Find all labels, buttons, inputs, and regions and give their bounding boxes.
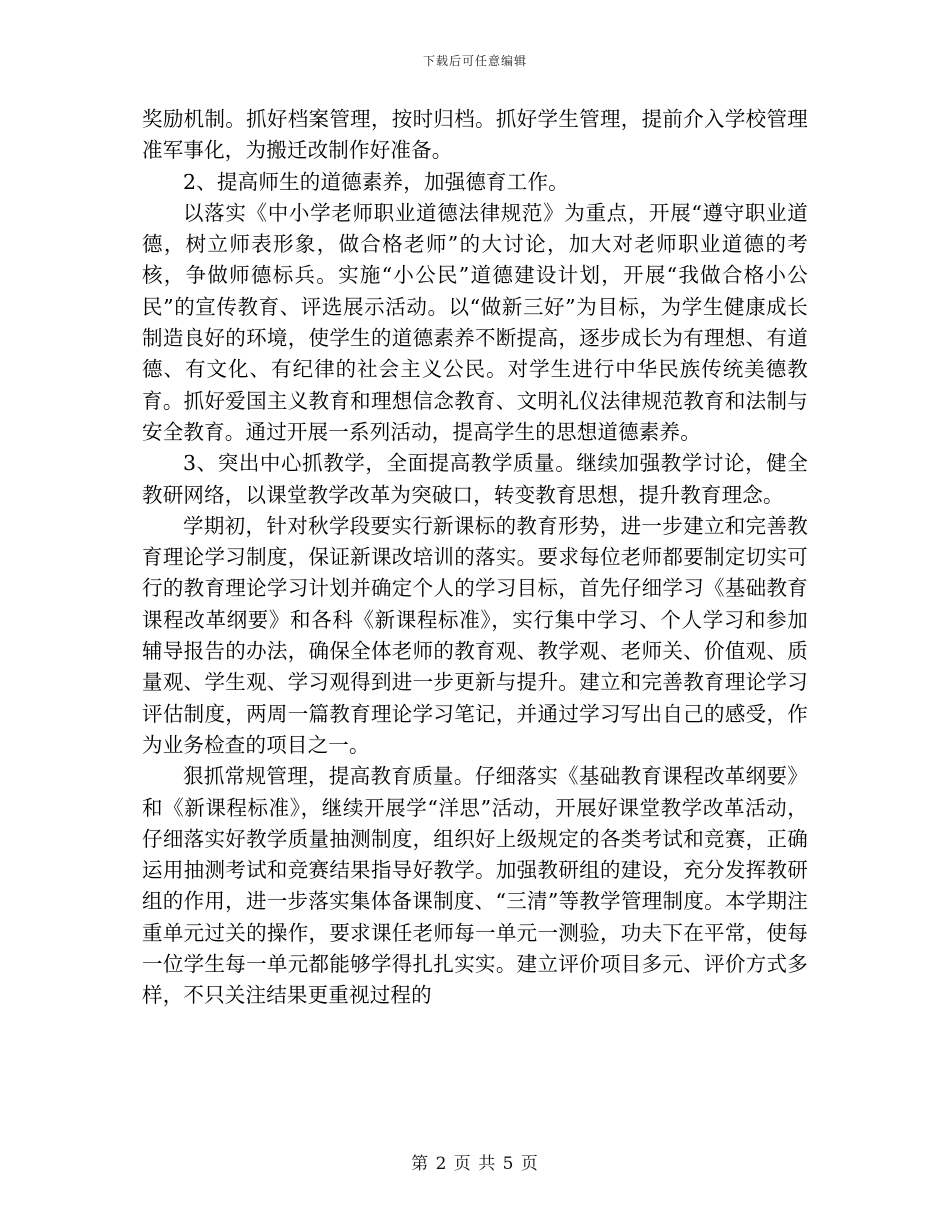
paragraph-continued: 奖励机制。抓好档案管理，按时归档。抓好学生管理，提前介入学校管理准军事化，为搬迁改制作好准备。 xyxy=(142,107,808,163)
section-heading-2: 2、提高师生的道德素养，加强德育工作。 xyxy=(183,169,569,194)
page-number: 第 2 页 共 5 页 xyxy=(411,1154,539,1174)
paragraph-routine-management: 狠抓常规管理，提高教育质量。仔细落实《基础教育课程改革纲要》和《新课程标准》，继续开展学“洋思”活动，开展好课堂教学改革活动，仔细落实好教学质量抽测制度，组织好上级规定的各类考试和竞赛，正确运用抽测考试和竞赛结果指导好教学。加强教研组的建设，充分发挥教研组的作用，进一步落实集体备课制度、“三清”等教学管理制度。本学期注重单元过关的操作，要求课任老师每一单元一测验，功夫下在平常，使每一位学生每一单元都能够学得扎扎实实。建立评价项目多元、评价方式多样，不只关注结果更重视过程的 xyxy=(142,764,808,1008)
document-body xyxy=(142,104,808,1012)
paragraph-moral-education: 以落实《中小学老师职业道德法律规范》为重点，开展“遵守职业道德，树立师表形象，做合格老师”的大讨论，加大对老师职业道德的考核，争做师德标兵。实施“小公民”道德建设计划，开展“我做合格小公民”的宣传教育、评选展示活动。以“做新三好”为目标，为学生健康成长制造良好的环境，使学生的道德素养不断提高，逐步成长为有理想、有道德、有文化、有纪律的社会主义公民。对学生进行中华民族传统美德教育。抓好爱国主义教育和理想信念教育、文明礼仪法律规范教育和法制与安全教育。通过开展一系列活动，提高学生的思想道德素养。 xyxy=(142,200,808,444)
section-heading-3: 3、突出中心抓教学，全面提高教学质量。继续加强教学讨论，健全教研网络，以课堂教学改革为突破口，转变教育思想，提升教育理念。 xyxy=(142,451,808,507)
page-header-note: 下载后可任意编辑 xyxy=(422,54,527,68)
paragraph-theory-study: 学期初，针对秋学段要实行新课标的教育形势，进一步建立和完善教育理论学习制度，保证新课改培训的落实。要求每位老师都要制定切实可行的教育理论学习计划并确定个人的学习目标，首先仔细学习《基础教育课程改革纲要》和各科《新课程标准》，实行集中学习、个人学习和参加辅导报告的办法，确保全体老师的教育观、教学观、老师关、价值观、质量观、学生观、学习观得到进一步更新与提升。建立和完善教育理论学习评估制度，两周一篇教育理论学习笔记，并通过学习写出自己的感受，作为业务检查的项目之一。 xyxy=(142,513,808,757)
